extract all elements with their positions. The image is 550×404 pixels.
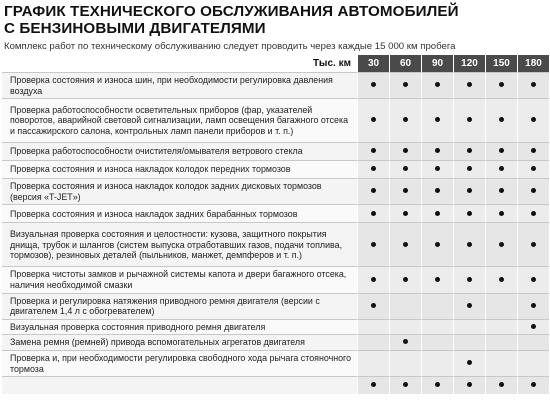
schedule-cell — [357, 142, 389, 160]
table-row — [2, 142, 549, 160]
schedule-cell — [453, 160, 485, 178]
scheduled-dot-icon — [371, 82, 376, 87]
scheduled-dot-icon — [467, 148, 472, 153]
schedule-cell — [453, 293, 485, 319]
table-row — [2, 293, 549, 319]
task-description: Проверка работоспособности осветительных приборов (фар, указателей поворотов, аварийной световой сигнализации, ламп освещения багажного отсека и пассажирского салона, контрольных ламп панели приборов и т. п.) — [2, 98, 357, 142]
schedule-cell — [453, 178, 485, 204]
scheduled-dot-icon — [467, 242, 472, 247]
schedule-cell — [453, 376, 485, 394]
scheduled-dot-icon — [371, 211, 376, 216]
schedule-cell — [421, 160, 453, 178]
schedule-cell — [389, 98, 421, 142]
scheduled-dot-icon — [531, 117, 536, 122]
scheduled-dot-icon — [371, 277, 376, 282]
scheduled-dot-icon — [403, 148, 408, 153]
document-title: ГРАФИК ТЕХНИЧЕСКОГО ОБСЛУЖИВАНИЯ АВТОМОБИЛЕЙ С БЕНЗИНОВЫМИ ДВИГАТЕЛЯМИ — [4, 3, 459, 37]
schedule-cell — [389, 376, 421, 394]
table-header — [2, 55, 549, 72]
scheduled-dot-icon — [403, 382, 408, 387]
scheduled-dot-icon — [467, 360, 472, 365]
schedule-cell — [357, 204, 389, 222]
scheduled-dot-icon — [371, 117, 376, 122]
mileage-column-header: 150 — [485, 55, 517, 72]
scheduled-dot-icon — [435, 211, 440, 216]
scheduled-dot-icon — [403, 166, 408, 171]
schedule-cell — [421, 142, 453, 160]
scheduled-dot-icon — [499, 166, 504, 171]
scheduled-dot-icon — [435, 117, 440, 122]
scheduled-dot-icon — [467, 277, 472, 282]
scheduled-dot-icon — [435, 188, 440, 193]
schedule-cell — [421, 222, 453, 266]
table-row — [2, 376, 549, 394]
schedule-cell — [421, 293, 453, 319]
scheduled-dot-icon — [467, 166, 472, 171]
table-row — [2, 72, 549, 98]
schedule-cell — [517, 376, 549, 394]
mileage-column-header: 120 — [453, 55, 485, 72]
schedule-cell — [357, 222, 389, 266]
schedule-cell — [421, 350, 453, 376]
schedule-cell — [421, 98, 453, 142]
schedule-cell — [485, 376, 517, 394]
schedule-cell — [485, 293, 517, 319]
schedule-cell — [357, 350, 389, 376]
schedule-cell — [421, 376, 453, 394]
schedule-cell — [485, 204, 517, 222]
scheduled-dot-icon — [531, 166, 536, 171]
schedule-cell — [485, 334, 517, 350]
scheduled-dot-icon — [531, 188, 536, 193]
schedule-cell — [389, 319, 421, 335]
schedule-cell — [453, 142, 485, 160]
schedule-cell — [453, 266, 485, 292]
schedule-cell — [357, 266, 389, 292]
schedule-cell — [485, 142, 517, 160]
scheduled-dot-icon — [499, 148, 504, 153]
task-description: Проверка состояния и износа шин, при необходимости регулировка давления воздуха — [2, 72, 357, 98]
schedule-cell — [517, 334, 549, 350]
schedule-cell — [357, 376, 389, 394]
schedule-cell — [485, 98, 517, 142]
schedule-cell — [389, 178, 421, 204]
schedule-cell — [517, 222, 549, 266]
schedule-cell — [517, 142, 549, 160]
schedule-cell — [357, 98, 389, 142]
schedule-cell — [421, 178, 453, 204]
mileage-column-header: 180 — [517, 55, 549, 72]
schedule-cell — [389, 293, 421, 319]
scheduled-dot-icon — [403, 242, 408, 247]
schedule-cell — [389, 222, 421, 266]
table-row — [2, 204, 549, 222]
schedule-cell — [357, 319, 389, 335]
scheduled-dot-icon — [435, 82, 440, 87]
mileage-column-header: 90 — [421, 55, 453, 72]
task-description: Проверка состояния и износа накладок колодок задних дисковых тормозов (версия «T-JET») — [2, 178, 357, 204]
task-description: Визуальная проверка состояния приводного ремня двигателя — [2, 319, 357, 335]
scheduled-dot-icon — [435, 382, 440, 387]
schedule-cell — [357, 160, 389, 178]
scheduled-dot-icon — [467, 303, 472, 308]
schedule-cell — [421, 204, 453, 222]
schedule-cell — [517, 72, 549, 98]
schedule-cell — [517, 293, 549, 319]
table-row — [2, 350, 549, 376]
table-row — [2, 319, 549, 335]
table-row — [2, 160, 549, 178]
schedule-cell — [389, 350, 421, 376]
schedule-cell — [485, 222, 517, 266]
mileage-column-header: 30 — [357, 55, 389, 72]
task-description: Проверка состояния и износа накладок задних барабанных тормозов — [2, 204, 357, 222]
schedule-cell — [453, 319, 485, 335]
schedule-cell — [421, 266, 453, 292]
schedule-cell — [517, 178, 549, 204]
schedule-cell — [453, 98, 485, 142]
task-description: Визуальная проверка состояния и целостности: кузова, защитного покрытия днища, трубок и шлангов (систем выпуска отработавших газов, подачи топлива, тормозов), резиновых деталей (пыльников, манжет, демпферов и т. п.) — [2, 222, 357, 266]
scheduled-dot-icon — [435, 166, 440, 171]
scheduled-dot-icon — [403, 117, 408, 122]
scheduled-dot-icon — [467, 211, 472, 216]
schedule-cell — [421, 319, 453, 335]
schedule-cell — [389, 142, 421, 160]
schedule-cell — [453, 334, 485, 350]
scheduled-dot-icon — [499, 382, 504, 387]
schedule-cell — [453, 72, 485, 98]
schedule-cell — [389, 72, 421, 98]
scheduled-dot-icon — [467, 188, 472, 193]
schedule-cell — [517, 204, 549, 222]
task-description: Проверка чистоты замков и рычажной системы капота и двери багажного отсека, наличия необходимой смазки — [2, 266, 357, 292]
scheduled-dot-icon — [467, 117, 472, 122]
schedule-cell — [485, 178, 517, 204]
scheduled-dot-icon — [499, 211, 504, 216]
scheduled-dot-icon — [403, 188, 408, 193]
scheduled-dot-icon — [435, 148, 440, 153]
schedule-cell — [485, 350, 517, 376]
scheduled-dot-icon — [531, 242, 536, 247]
task-description — [2, 376, 357, 394]
scheduled-dot-icon — [499, 188, 504, 193]
task-description: Проверка и, при необходимости регулировка свободного хода рычага стояночного тормоза — [2, 350, 357, 376]
task-description: Проверка состояния и износа накладок колодок передних тормозов — [2, 160, 357, 178]
scheduled-dot-icon — [371, 303, 376, 308]
schedule-cell — [485, 160, 517, 178]
schedule-cell — [485, 319, 517, 335]
scheduled-dot-icon — [531, 148, 536, 153]
scheduled-dot-icon — [403, 211, 408, 216]
schedule-cell — [453, 204, 485, 222]
table-row — [2, 222, 549, 266]
schedule-cell — [485, 266, 517, 292]
scheduled-dot-icon — [499, 277, 504, 282]
document-subtitle: Комплекс работ по техническому обслуживанию следует проводить через каждые 15 000 км пробега — [4, 41, 456, 52]
table-row — [2, 334, 549, 350]
schedule-cell — [421, 72, 453, 98]
scheduled-dot-icon — [403, 82, 408, 87]
scheduled-dot-icon — [467, 82, 472, 87]
scheduled-dot-icon — [403, 339, 408, 344]
schedule-cell — [517, 160, 549, 178]
scheduled-dot-icon — [531, 324, 536, 329]
scheduled-dot-icon — [531, 277, 536, 282]
schedule-cell — [357, 293, 389, 319]
scheduled-dot-icon — [371, 242, 376, 247]
table-row — [2, 98, 549, 142]
scheduled-dot-icon — [531, 303, 536, 308]
schedule-cell — [517, 319, 549, 335]
schedule-cell — [421, 334, 453, 350]
table-body — [2, 72, 549, 394]
schedule-cell — [389, 334, 421, 350]
scheduled-dot-icon — [371, 188, 376, 193]
scheduled-dot-icon — [371, 382, 376, 387]
table-row — [2, 266, 549, 292]
scheduled-dot-icon — [531, 382, 536, 387]
schedule-cell — [357, 334, 389, 350]
scheduled-dot-icon — [531, 82, 536, 87]
scheduled-dot-icon — [499, 117, 504, 122]
schedule-cell — [453, 350, 485, 376]
scheduled-dot-icon — [403, 277, 408, 282]
mileage-unit-label: Тыс. км — [2, 55, 357, 72]
task-description: Замена ремня (ремней) привода вспомогательных агрегатов двигателя — [2, 334, 357, 350]
scheduled-dot-icon — [371, 148, 376, 153]
scheduled-dot-icon — [531, 211, 536, 216]
schedule-cell — [517, 350, 549, 376]
maintenance-table — [2, 55, 549, 394]
scheduled-dot-icon — [499, 242, 504, 247]
schedule-cell — [453, 222, 485, 266]
scheduled-dot-icon — [499, 82, 504, 87]
table-row — [2, 178, 549, 204]
scheduled-dot-icon — [435, 242, 440, 247]
schedule-cell — [389, 160, 421, 178]
schedule-cell — [357, 178, 389, 204]
schedule-cell — [517, 266, 549, 292]
scheduled-dot-icon — [467, 382, 472, 387]
schedule-cell — [357, 72, 389, 98]
task-description: Проверка и регулировка натяжения приводного ремня двигателя (версии с двигателем 1,4 л с обогревателем) — [2, 293, 357, 319]
scheduled-dot-icon — [435, 277, 440, 282]
schedule-cell — [517, 98, 549, 142]
schedule-cell — [485, 72, 517, 98]
scheduled-dot-icon — [371, 166, 376, 171]
mileage-column-header: 60 — [389, 55, 421, 72]
task-description: Проверка работоспособности очистителя/омывателя ветрового стекла — [2, 142, 357, 160]
schedule-cell — [389, 204, 421, 222]
schedule-cell — [389, 266, 421, 292]
